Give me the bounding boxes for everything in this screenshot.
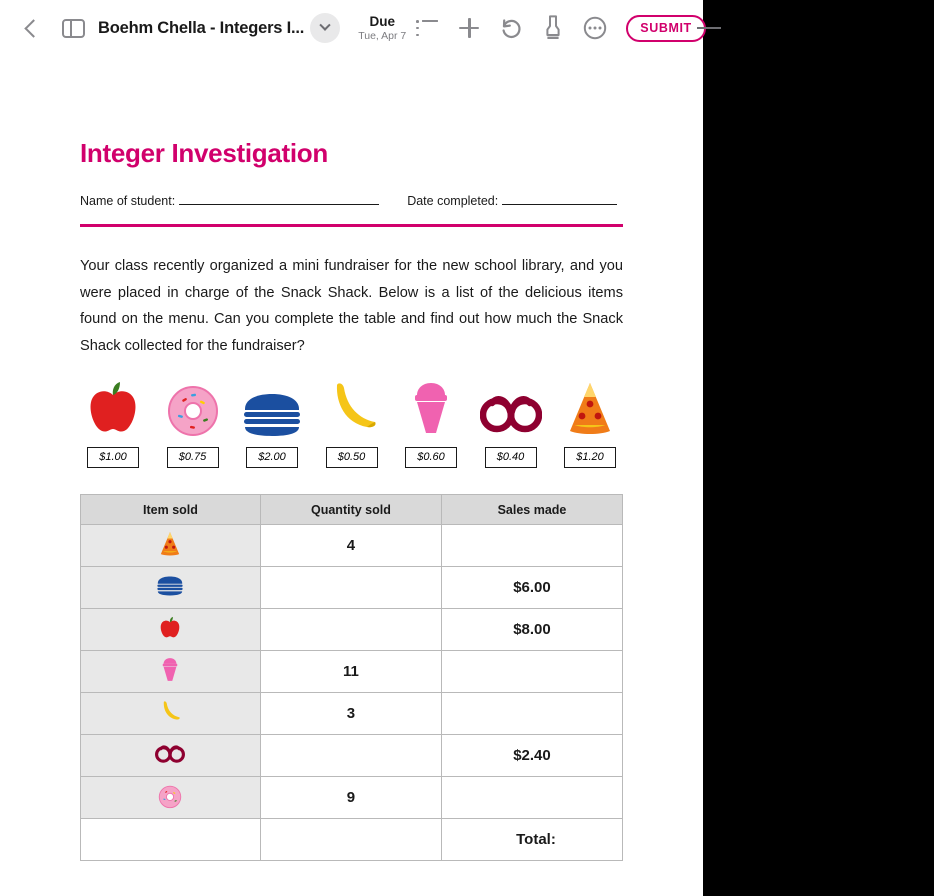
- row-item-cell: [81, 651, 261, 693]
- table-row: [81, 525, 623, 567]
- toolbar-overflow-divider: [697, 27, 721, 29]
- apple-icon: [84, 381, 142, 437]
- document-title: Boehm Chella - Integers I...: [98, 18, 305, 37]
- price-tag: $2.00: [246, 447, 298, 468]
- due-date: Tue, Apr 7: [358, 29, 407, 42]
- quantity-cell[interactable]: 4: [260, 525, 441, 567]
- pretzel-icon: [480, 381, 542, 437]
- quantity-cell[interactable]: 3: [260, 693, 441, 735]
- row-item-cell: [81, 777, 261, 819]
- name-input-line[interactable]: [179, 193, 379, 205]
- due-label: Due: [369, 14, 395, 30]
- plus-icon: [459, 18, 479, 38]
- sidebar-toggle-button[interactable]: [52, 7, 94, 49]
- more-ellipsis-icon: [583, 16, 607, 40]
- price-tag: $1.20: [564, 447, 616, 468]
- sales-cell[interactable]: $6.00: [441, 567, 622, 609]
- worksheet: [0, 138, 703, 861]
- submit-button[interactable]: SUBMIT: [626, 15, 706, 42]
- ice-cream-icon: [160, 657, 180, 683]
- quantity-cell[interactable]: [260, 567, 441, 609]
- table-total-row: [81, 819, 623, 861]
- intro-paragraph: Your class recently organized a mini fundraiser for the new school library, and you were placed in charge of the Snack Shack. Below is a list of the delicious items found on the menu. Can you complete the table and find out how much the Snack Shack collected for the fundraiser?: [80, 258, 623, 354]
- list-button[interactable]: [406, 7, 448, 49]
- column-header-item-sold: Item sold: [81, 495, 261, 525]
- table-row: [81, 609, 623, 651]
- date-label: Date completed:: [407, 194, 499, 208]
- sales-cell[interactable]: $8.00: [441, 609, 622, 651]
- more-button[interactable]: [574, 7, 616, 49]
- quantity-cell[interactable]: 9: [260, 777, 441, 819]
- table-row: [81, 567, 623, 609]
- name-label: Name of student:: [80, 194, 176, 208]
- menu-item: [398, 381, 464, 468]
- table-row: [81, 735, 623, 777]
- empty-cell: [260, 819, 441, 861]
- sales-cell[interactable]: $2.40: [441, 735, 622, 777]
- sales-table: [80, 494, 623, 861]
- toolbar: [0, 0, 703, 56]
- table-header-row: [81, 495, 623, 525]
- marker-pen-icon: [542, 15, 564, 41]
- worksheet-title: Integer Investigation: [80, 138, 328, 168]
- column-header-sales-made: Sales made: [441, 495, 622, 525]
- add-button[interactable]: [448, 7, 490, 49]
- price-tag: $1.00: [87, 447, 139, 468]
- donut-icon: [164, 381, 222, 437]
- back-chevron-icon: [24, 19, 42, 37]
- quantity-cell[interactable]: [260, 609, 441, 651]
- title-divider: [80, 224, 623, 227]
- price-tag: $0.50: [326, 447, 378, 468]
- row-item-cell: [81, 735, 261, 777]
- list-icon: [416, 20, 438, 36]
- sales-cell[interactable]: [441, 693, 622, 735]
- due-block[interactable]: [358, 14, 406, 42]
- undo-button[interactable]: [490, 7, 532, 49]
- table-row: [81, 777, 623, 819]
- banana-icon: [158, 700, 182, 724]
- quantity-cell[interactable]: 11: [260, 651, 441, 693]
- empty-cell: [81, 819, 261, 861]
- price-tag: $0.40: [485, 447, 537, 468]
- row-item-cell: [81, 567, 261, 609]
- menu-item: [557, 381, 623, 468]
- undo-icon: [499, 17, 523, 39]
- menu-item: [80, 381, 146, 468]
- sales-cell[interactable]: [441, 525, 622, 567]
- pizza-icon: [566, 381, 614, 437]
- price-tag: $0.75: [167, 447, 219, 468]
- sidebar-toggle-icon: [62, 19, 85, 38]
- table-row: [81, 693, 623, 735]
- pizza-icon: [159, 531, 181, 557]
- chevron-down-icon: [320, 20, 331, 31]
- burger-icon: [156, 576, 184, 596]
- menu-item: [319, 381, 385, 468]
- ice-cream-icon: [409, 381, 453, 437]
- apple-icon: [158, 616, 182, 640]
- column-header-quantity-sold: Quantity sold: [260, 495, 441, 525]
- pretzel-icon: [155, 742, 185, 765]
- row-item-cell: [81, 609, 261, 651]
- table-row: [81, 651, 623, 693]
- menu-item: [160, 381, 226, 468]
- student-info-row: [80, 193, 623, 208]
- menu-item: [239, 381, 305, 468]
- menu-item: [478, 381, 544, 468]
- menu-price-strip: [80, 381, 623, 468]
- marker-pen-button[interactable]: [532, 7, 574, 49]
- row-item-cell: [81, 693, 261, 735]
- sales-cell[interactable]: [441, 651, 622, 693]
- row-item-cell: [81, 525, 261, 567]
- total-cell[interactable]: Total:: [441, 819, 622, 861]
- price-tag: $0.60: [405, 447, 457, 468]
- title-dropdown-button[interactable]: [310, 13, 340, 43]
- back-button[interactable]: [10, 7, 52, 49]
- date-input-line[interactable]: [502, 193, 617, 205]
- quantity-cell[interactable]: [260, 735, 441, 777]
- burger-icon: [241, 381, 303, 437]
- sales-cell[interactable]: [441, 777, 622, 819]
- banana-icon: [323, 381, 381, 437]
- donut-icon: [157, 783, 183, 809]
